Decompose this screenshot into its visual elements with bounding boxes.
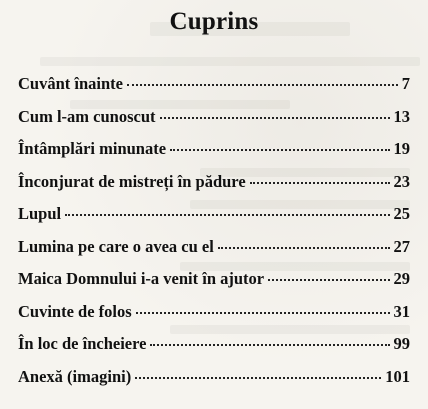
toc-entry-page-number: 19 — [393, 139, 410, 158]
toc-entry — [18, 204, 410, 237]
toc-entry-page-number: 99 — [393, 334, 410, 353]
toc-entry — [18, 139, 410, 172]
dot-leader — [150, 344, 389, 346]
dot-leader — [127, 84, 398, 86]
toc-entry-page-number: 27 — [393, 236, 410, 256]
toc-entry-title: Cuvinte de folos — [18, 301, 132, 321]
toc-entry-title: Anexă (imagini) — [18, 366, 132, 386]
toc-entry-title: În loc de încheiere — [18, 334, 147, 353]
toc-entry — [18, 302, 410, 335]
toc-entry-page-number: 25 — [393, 204, 410, 223]
toc-entry-title: Înconjurat de mistreți în pădure — [18, 171, 246, 191]
toc-entry — [18, 74, 410, 107]
toc-entry-title: Lupul — [18, 204, 62, 223]
toc-entry-title: Întâmplări minunate — [18, 139, 167, 158]
dot-leader — [136, 312, 390, 314]
toc-entry — [18, 107, 410, 140]
dot-leader — [250, 182, 390, 184]
table-of-contents — [18, 74, 410, 399]
toc-entry — [18, 334, 410, 367]
toc-entry — [18, 172, 410, 205]
toc-entry-page-number: 13 — [393, 106, 410, 126]
dot-leader — [160, 117, 390, 119]
dot-leader — [65, 214, 389, 216]
toc-entry-page-number: 29 — [393, 269, 410, 288]
dot-leader — [268, 279, 389, 281]
toc-entry-page-number: 7 — [401, 74, 410, 93]
toc-entry — [18, 367, 410, 400]
toc-entry-title: Maica Domnului i-a venit în ajutor — [18, 269, 265, 288]
bleed-through-mark — [40, 57, 420, 66]
dot-leader — [170, 149, 389, 151]
dot-leader — [218, 247, 390, 249]
toc-entry-page-number: 31 — [393, 301, 410, 321]
toc-entry — [18, 237, 410, 270]
toc-entry-title: Lumina pe care o avea cu el — [18, 236, 214, 256]
dot-leader — [135, 377, 381, 379]
toc-entry-title: Cum l-am cunoscut — [18, 106, 156, 126]
toc-entry-title: Cuvânt înainte — [18, 74, 123, 93]
toc-entry — [18, 269, 410, 302]
page-title: Cuprins — [169, 8, 259, 35]
toc-entry-page-number: 101 — [385, 366, 410, 386]
toc-entry-page-number: 23 — [393, 171, 410, 191]
